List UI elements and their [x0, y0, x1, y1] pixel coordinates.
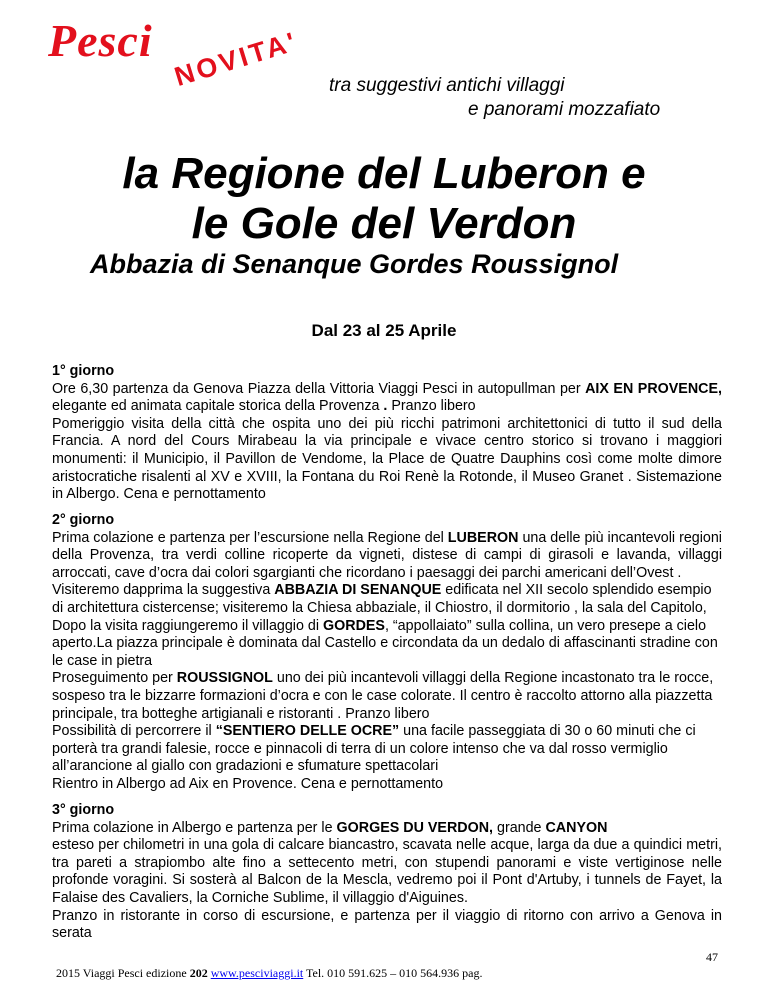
day-3-paragraph-3: Pranzo in ristorante in corso di escursione, e partenza per il viaggio di ritorno con arrivo a Genova in serata [52, 907, 722, 942]
footer-text: 2015 Viaggi Pesci edizione [56, 966, 190, 980]
text: Possibilità di percorrere il [52, 723, 216, 740]
text-bold: GORDES [323, 617, 385, 634]
title-line-1: la Regione del Luberon e [122, 149, 646, 198]
footer-contact: Tel. 010 591.625 – 010 564.936 pag. [303, 966, 483, 980]
footer-edition: 202 [189, 966, 208, 980]
day-1-title: 1° giorno [52, 363, 115, 379]
day-2-paragraph-3 [52, 670, 722, 723]
text: Pranzo libero [387, 398, 476, 415]
text: edificata nel XII secolo splendido esempio di architettura cistercense; visiteremo la Chiesa abbaziale, il Chiostro, il dormitorio , la sala del Capitolo, Dopo la visita raggiungeremo il villaggio di [52, 582, 712, 634]
day-2-paragraph-1 [52, 530, 722, 583]
website-link[interactable]: www.pesciviaggi.it [210, 966, 304, 980]
text-bold: AIX EN PROVENCE, [585, 380, 722, 397]
page-number: 47 [706, 950, 718, 964]
novita-badge: NOVITA' [170, 26, 302, 93]
day-2-paragraph-5: Rientro in Albergo ad Aix en Provence. Cena e pernottamento [52, 775, 444, 792]
pesci-logo: Pesci [48, 15, 153, 66]
day-2-paragraph-4 [52, 723, 722, 776]
day-2-section [52, 512, 722, 794]
day-1-paragraph-2: Pomeriggio visita della città che ospita uno dei più ricchi patrimoni architettonici di tutto il sud della Francia. A nord del Cours Mirabeau la via principale e vivace centro storico si trovano i maggiori monumenti: il Municipio, il Pavillon de Vendome, la Place de Quatre Dauphins così come molte dimore aristocratiche risalenti al XV e XVIII, la Fontana du Roi Renè la Rotonde, il Museo Granet . Sistemazione in Albergo. Cena e pernottamento [52, 415, 722, 503]
text: elegante ed animata capitale storica della Provenza [52, 398, 384, 415]
text-bold: “SENTIERO DELLE OCRE” [215, 723, 400, 740]
text-bold: ABBAZIA DI SENANQUE [274, 582, 442, 599]
text: una delle più incantevoli regioni della Provenza, tra verdi colline ricoperte da vigneti, distese di campi di girasoli e lavanda, villaggi arroccati, cave d’ocra dai colori sgargianti che ricordano i paesaggi dei parchi americani dell’Ovest . [52, 529, 722, 581]
text: Ore 6,30 partenza da Genova Piazza della Vittoria Viaggi Pesci in autopullman per [52, 380, 586, 397]
text-bold: LUBERON [447, 529, 519, 546]
text-bold: CANYON [545, 819, 608, 836]
day-1-paragraph-1 [52, 381, 722, 416]
text: Prima colazione e partenza per l’escursione nella Regione del [52, 529, 448, 546]
day-3-title: 3° giorno [52, 802, 115, 818]
day-2-title: 2° giorno [52, 512, 115, 528]
day-1-section [52, 363, 722, 504]
text: uno dei più incantevoli villaggi della Regione incastonato tra le rocce, sospeso tra le bizzarre formazioni d’ocra e con le case colorate. Il centro è raccolto attorno alla piazzetta principale, tra botteghe artigianali e ristoranti . Pranzo libero [52, 670, 714, 722]
day-3-paragraph-1 [52, 820, 722, 838]
text: , “appollaiato” sulla collina, un vero presepe a cielo aperto.La piazza principale è dominata dal Castello e circondata da un dedalo di affascinanti stradine con le case in pietra [52, 617, 718, 669]
text: grande [493, 819, 546, 836]
text: Visiteremo dapprima la suggestiva [52, 582, 275, 599]
text-bold: GORGES DU VERDON, [336, 819, 494, 836]
title-line-2: le Gole del Verdon [191, 199, 577, 248]
text-bold: . [383, 398, 388, 415]
tagline-line-1: tra suggestivi antichi villaggi [329, 75, 565, 96]
day-2-paragraph-2 [52, 582, 722, 670]
text-bold: ROUSSIGNOL [176, 670, 273, 687]
day-3-section [52, 802, 722, 943]
text: una facile passeggiata di 30 o 60 minuti che ci porterà tra grandi falesie, rocce e pinnacoli di terra di un colore intenso che va dal rosso vermiglio all’arancione al giallo con gradazioni e sfumature spettacolari [52, 723, 696, 775]
tagline-line-2: e panorami mozzafiato [468, 99, 661, 120]
footer [56, 966, 483, 981]
trip-dates: Dal 23 al 25 Aprile [311, 321, 457, 340]
subtitle: Abbazia di Senanque Gordes Roussignol [90, 249, 619, 279]
day-3-paragraph-2: esteso per chilometri in una gola di calcare biancastro, scavata nelle acque, larga da due a quindici metri, tra pareti a strapiombo alte fino a settecento metri, con stupendi panorami e viste vertiginose nelle profonde voragini. Si sosterà al Balcon de la Mescla, vedremo poi il Pont d'Artuby, i tunnels de Fayet, la Falaise des Cavaliers, la Corniche Sublime, il villaggio d'Aiguines. [52, 837, 722, 906]
text: Proseguimento per [52, 670, 177, 687]
text: Prima colazione in Albergo e partenza per le [52, 819, 337, 836]
